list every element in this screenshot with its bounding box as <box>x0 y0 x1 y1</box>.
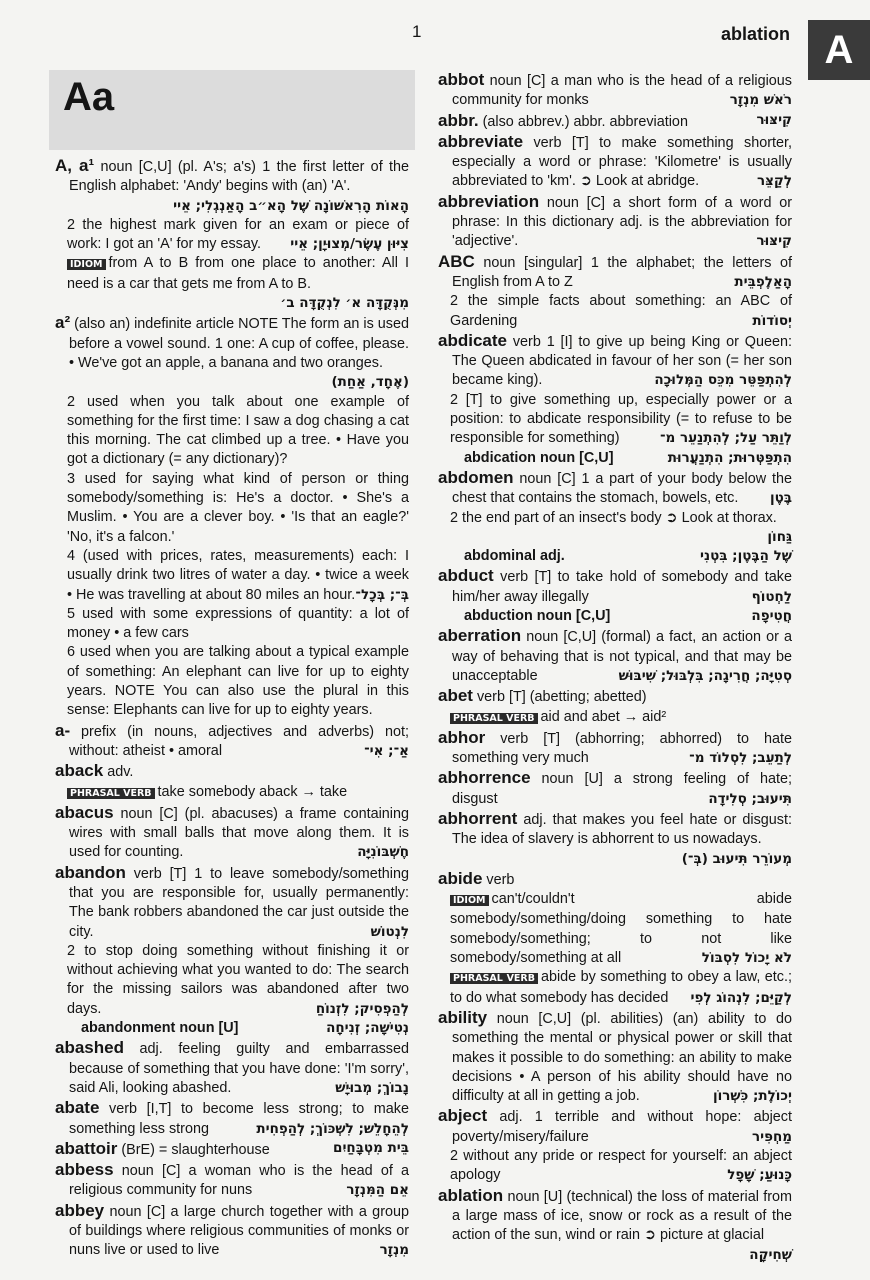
headword: abet <box>438 686 473 706</box>
definition: verb [T] (abhorring; abhorred) to hate something very much <box>452 730 792 767</box>
hebrew-translation: נָבוֹךְ; מְבוּיָשׁ <box>335 1079 409 1096</box>
usage-label: PHRASAL VERB <box>67 788 155 799</box>
hebrew-translation: מְעוֹרֵר תִּיעוּב (בְּ־) <box>681 850 792 867</box>
hebrew-translation: לִנְטוֹשׁ <box>370 923 409 940</box>
dictionary-entry <box>55 802 409 863</box>
hebrew-translation: שְׁחִיקָה <box>749 1246 792 1263</box>
left-column <box>55 70 410 1259</box>
headword: abbess <box>55 1160 114 1180</box>
hebrew-translation: סְטִיָּה; חֲרִיגָה; בִּלְבּוּל; שִׁיבּוּשׁ <box>618 667 792 684</box>
headword: aberration <box>438 626 522 646</box>
sense-text: 5 used with some expressions of quantity: a lot of money • a few cars <box>67 605 409 642</box>
sense <box>55 393 409 470</box>
dictionary-entry <box>55 862 409 942</box>
dictionary-entry <box>438 110 792 132</box>
dictionary-entry <box>55 1038 409 1098</box>
definition: verb <box>482 871 515 888</box>
hebrew-translation: לְוַתֵּר עַל; לְהִתְנַעֵר מ־ <box>659 430 792 447</box>
dictionary-entry <box>438 868 792 890</box>
definition: noun [C] a large church together with a group of buildings where religious communities of monks or nuns live or used to live <box>69 1203 409 1259</box>
headword: abbreviation <box>438 191 540 211</box>
headword: aback <box>55 761 104 781</box>
headword: abbreviate <box>438 131 524 151</box>
sense-text: aid and abet → aid² <box>540 708 667 725</box>
definition: noun [C,U] (pl. abilities) (an) ability to do something the mental or physical power or skill that makes it possible to do something: an ability to make decisions • A person of his ability should have no difficulty at all in getting a job. <box>452 1010 792 1105</box>
sense-text: 2 the end part of an insect's body ➲ Look at thorax. <box>450 509 777 526</box>
sense <box>438 391 792 449</box>
usage-label: IDIOM <box>67 259 106 270</box>
derived-headword: abduction noun [C,U] <box>464 608 611 625</box>
definition: noun [C] a woman who is the head of a religious community for nuns <box>69 1163 409 1199</box>
definition: noun [U] a strong feeling of hate; disgust <box>452 771 792 807</box>
sense-text: 2 without any pride or respect for yourself: an abject apology <box>450 1148 792 1184</box>
dictionary-entry <box>438 467 792 509</box>
dictionary-entry <box>438 131 792 192</box>
definition: (also an) indefinite article NOTE The form an is used before a vowel sound. 1 one: A cup of coffee, please. • We've got an apple, a banana and two oranges. <box>69 316 409 371</box>
dictionary-entry <box>438 686 792 707</box>
definition: adj. that makes you feel hate or disgust: The idea of slavery is abhorrent to us nowadays. <box>452 811 792 848</box>
headword: abbot <box>438 70 485 89</box>
dictionary-entry <box>438 1185 792 1265</box>
derived-form <box>69 1019 409 1038</box>
derived-form <box>452 607 792 626</box>
derived-form <box>452 547 792 566</box>
definition: prefix (in nouns, adjectives and adverbs) not; without: atheist • amoral <box>69 723 409 759</box>
dictionary-entry <box>438 251 792 293</box>
sense-text: 2 the highest mark given for an exam or piece of work: I got an 'A' for my essay. <box>67 216 409 253</box>
sense-text: abide by something to obey a law, etc.; to do what somebody has decided <box>450 969 792 1006</box>
dictionary-entry <box>55 1098 409 1139</box>
derived-headword: abdominal adj. <box>464 548 565 565</box>
hebrew-translation: לְהַפְסִיק; לִזְנוֹחַ <box>315 1000 409 1017</box>
hebrew-translation: לְהֵחָלֵשׁ; לִשְׁכּוֹךְ; לְהַפְחִית <box>256 1120 409 1137</box>
sense <box>55 470 409 547</box>
dictionary-entry <box>55 313 409 392</box>
sense-text: 2 [T] to give something up, especially power or a position: to abdicate responsibility (= to refuse to be responsible for something) <box>450 391 792 447</box>
sense-text: take somebody aback → take <box>157 783 348 800</box>
definition: verb [T] 1 to leave somebody/something that you are responsible for, usually permanently: The bank robbers abandoned the car just outside the city. <box>69 865 409 940</box>
definition: noun [U] (technical) the loss of material from a large mass of ice, snow or rock as a result of the action of the sun, wind or rain ➲ picture at glacial <box>452 1188 792 1244</box>
usage-label: PHRASAL VERB <box>450 713 538 724</box>
sense <box>438 509 792 548</box>
sense-text: 6 used when you are talking about a typical example of something: An elephant can live for up to eighty years. NOTE You can also use the plural in this sense: Elephants can live for up to eighty years. <box>67 644 409 719</box>
hebrew-translation: לְתַעֵב; לִסְלוֹד מ־ <box>689 750 792 767</box>
definition: verb [T] (abetting; abetted) <box>472 689 647 706</box>
headword: abandon <box>55 862 126 882</box>
hebrew-translation: בֶּטֶן <box>769 490 792 507</box>
letter-heading: Aa <box>63 75 115 119</box>
dictionary-entry <box>438 191 792 252</box>
hebrew-translation: קִיצּוּר <box>756 111 792 128</box>
headword: a- <box>55 720 71 740</box>
hebrew-translation: גַּחוֹן <box>767 528 792 545</box>
left-entries <box>55 156 409 1261</box>
hebrew-translation: אֵם הַמִּנְזָר <box>346 1182 409 1199</box>
hebrew-translation: הָאַלֶפְבֵּית <box>734 273 792 290</box>
hebrew-translation: קִיצּוּר <box>756 233 792 250</box>
hebrew-translation: לַחְטוֹף <box>751 588 792 605</box>
headword: abdomen <box>438 467 514 487</box>
hebrew-translation: יְכוֹלֶת; כִּשְׁרוֹן <box>712 1088 792 1105</box>
definition: adj. 1 terrible and without hope: abject poverty/misery/failure <box>452 1109 792 1145</box>
dictionary-entry <box>55 720 409 762</box>
dictionary-entry <box>438 768 792 809</box>
dictionary-entry <box>438 70 792 111</box>
headword: ability <box>438 1007 488 1027</box>
hebrew-translation: יְסוֹדוֹת <box>752 312 792 329</box>
page-number: 1 <box>412 22 422 41</box>
hebrew-translation: שֶׁל הַבֶּטֶן; בִּטְנִי <box>699 548 792 565</box>
sense <box>55 254 409 313</box>
letter-tab: A <box>808 20 870 80</box>
right-column <box>438 70 792 1263</box>
definition: (BrE) = slaughterhouse <box>117 1141 270 1158</box>
dictionary-entry <box>438 330 792 391</box>
sense <box>55 643 409 720</box>
hebrew-translation: מַחְפִּיר <box>751 1128 792 1145</box>
headword: ablation <box>438 1185 504 1205</box>
usage-label: PHRASAL VERB <box>450 973 538 984</box>
headword: abhorrent <box>438 808 518 828</box>
sense-text: from A to B from one place to another: All I need is a car that gets me from A to B. <box>67 255 409 292</box>
definition: verb 1 [I] to give up being King or Queen: The Queen abdicated in favour of her son (= her son became king). <box>452 333 792 389</box>
headword: a² <box>55 313 71 333</box>
dictionary-entry <box>55 1160 409 1201</box>
headword: abattoir <box>55 1138 118 1158</box>
sense-text: 4 (used with prices, rates, measurements) each: I usually drink two litres of water a day. • twice a week • He was travelling at about 80 miles an hour. <box>67 547 409 603</box>
sense <box>438 292 792 331</box>
dictionary-entry <box>55 156 410 216</box>
derived-headword: abdication noun [C,U] <box>464 449 614 466</box>
derived-form <box>452 449 792 468</box>
definition: adj. feeling guilty and embarrassed because of something that you have done: 'I'm sorry', said Ali, looking abashed. <box>69 1041 409 1096</box>
definition: noun [C] a short form of a word or phrase: In this dictionary adj. is the abbreviation for 'adjective'. <box>452 194 792 250</box>
headword: abject <box>438 1106 488 1126</box>
hebrew-translation: לְקַצֵּר <box>756 173 792 190</box>
sense <box>438 890 792 968</box>
hebrew-translation: הִתְפַּטְּרוּת; הִתְנַעֲרוּת <box>667 449 792 466</box>
definition: verb [T] to make something shorter, especially a word or phrase: 'Kilometre' is usually abbreviated to 'km'. ➲ Look at abridge. <box>452 134 792 190</box>
definition: noun [C] a man who is the head of a religious community for monks <box>452 73 792 109</box>
sense <box>55 942 409 1019</box>
hebrew-translation: צִיּוּן עֶשֶׂר/מְצוּיָן; אֵיי <box>290 236 409 253</box>
definition: noun [C] (pl. abacuses) a frame containing wires with small balls that move along them. It is used for counting. <box>69 805 409 861</box>
dictionary-entry <box>438 808 792 869</box>
headword: ABC <box>438 251 475 271</box>
dictionary-entry <box>438 566 792 607</box>
guide-word: ablation <box>720 24 790 44</box>
sense <box>55 783 409 803</box>
dictionary-entry <box>438 1007 792 1106</box>
sense <box>55 547 409 605</box>
headword: abhorrence <box>438 768 531 788</box>
definition: verb [I,T] to become less strong; to make something less strong <box>69 1101 409 1137</box>
dictionary-entry <box>55 1138 409 1160</box>
headword: abhor <box>438 727 486 747</box>
derived-headword: abandonment noun [U] <box>81 1020 239 1037</box>
right-entries <box>438 70 792 1265</box>
headword: A, a¹ <box>55 156 95 175</box>
headword: abashed <box>55 1038 124 1058</box>
sense <box>55 605 409 644</box>
headword: abbr. <box>438 110 479 130</box>
dictionary-entry <box>55 1200 409 1261</box>
sense-text: 3 used for saying what kind of person or thing somebody/something is: He's a doctor. • She's a Muslim. • You are a clever boy. • 'Is that an eagle?' 'No, it's a falcon.' <box>67 470 409 545</box>
headword: abbey <box>55 1200 105 1220</box>
definition: noun [C,U] (formal) a fact, an action or a way of behaving that is not typical, and that may be unacceptable <box>452 629 792 684</box>
sense <box>438 708 792 728</box>
hebrew-translation: רֹאשׁ מִנְזָר <box>729 92 792 109</box>
definition: noun [C,U] (pl. A's; a's) 1 the first letter of the English alphabet: 'Andy' begins with (an) 'A'. <box>69 159 410 195</box>
dictionary-entry <box>55 761 409 782</box>
headword: abacus <box>55 802 114 822</box>
definition: verb [T] to take hold of somebody and take him/her away illegally <box>452 569 792 605</box>
sense <box>438 1147 792 1186</box>
hebrew-translation: לְהִתְפַּטֵּר מִכֵּס הַמְּלוּכָה <box>654 372 792 389</box>
hebrew-translation: חֲטִיפָה <box>751 608 792 625</box>
usage-label: IDIOM <box>450 895 489 906</box>
hebrew-translation: תִּיעוּב; סְלִידָה <box>708 790 792 807</box>
hebrew-translation: אַ־; אִי־ <box>364 742 409 759</box>
sense <box>438 968 792 1008</box>
headword: abduct <box>438 566 494 586</box>
sense <box>55 216 409 255</box>
hebrew-translation: מִנְזָר <box>379 1242 409 1259</box>
dictionary-entry <box>438 727 792 769</box>
hebrew-translation: (אֶחָד, אַחַת) <box>331 374 409 391</box>
headword: abdicate <box>438 330 507 350</box>
sense-text: can't/couldn't abide somebody/something/doing something to hate somebody/something; to not like somebody/something at all <box>450 891 792 967</box>
hebrew-translation: הָאוֹת הָרִאשׁוֹנָה שֶׁל הָא״ב הָאַנְגְלִי; אֵיי <box>173 197 409 214</box>
hebrew-translation: מִנְּקֻדָּה א׳ לִנְקֻדָּה ב׳ <box>280 295 409 312</box>
letter-heading-box <box>49 70 415 150</box>
hebrew-translation: כָּנוּעַ; שָׁפָל <box>727 1167 792 1184</box>
hebrew-translation: בֵּית מִטְבָּחַיִם <box>333 1139 409 1156</box>
definition: noun [singular] 1 the alphabet; the letters of English from A to Z <box>452 254 792 290</box>
hebrew-translation: בְּ־; בְּכָל־ <box>355 586 409 603</box>
hebrew-translation: נְטִישָׁה; זְנִיחָה <box>326 1020 409 1037</box>
sense-text: 2 used when you talk about one example of something for the first time: I saw a dog chasing a cat this morning. The cat climbed up a tree. • Have you got a dictionary (= any dictionary)? <box>67 393 409 468</box>
definition: adv. <box>103 764 134 781</box>
headword: abate <box>55 1098 100 1118</box>
definition: (also abbrev.) abbr. abbreviation <box>478 113 688 130</box>
hebrew-translation: לְקַיֵּם; לִנְהוֹג לְפִי <box>690 989 792 1006</box>
hebrew-translation: לֹא יָכוֹל לִסְבּוֹל <box>701 950 792 967</box>
sense-text: 2 the simple facts about something: an ABC of Gardening <box>450 293 792 329</box>
sense-text: 2 to stop doing something without finishing it or without achieving what you wanted to do: The search for the missing sailors was abandoned after two days. <box>67 942 409 1017</box>
definition: noun [C] 1 a part of your body below the chest that contains the stomach, bowels, etc. <box>452 470 792 507</box>
hebrew-translation: חֶשְׁבּוֹנִיָּה <box>357 844 409 861</box>
dictionary-entry <box>438 626 792 686</box>
dictionary-entry <box>438 1106 792 1147</box>
headword: abide <box>438 868 483 888</box>
